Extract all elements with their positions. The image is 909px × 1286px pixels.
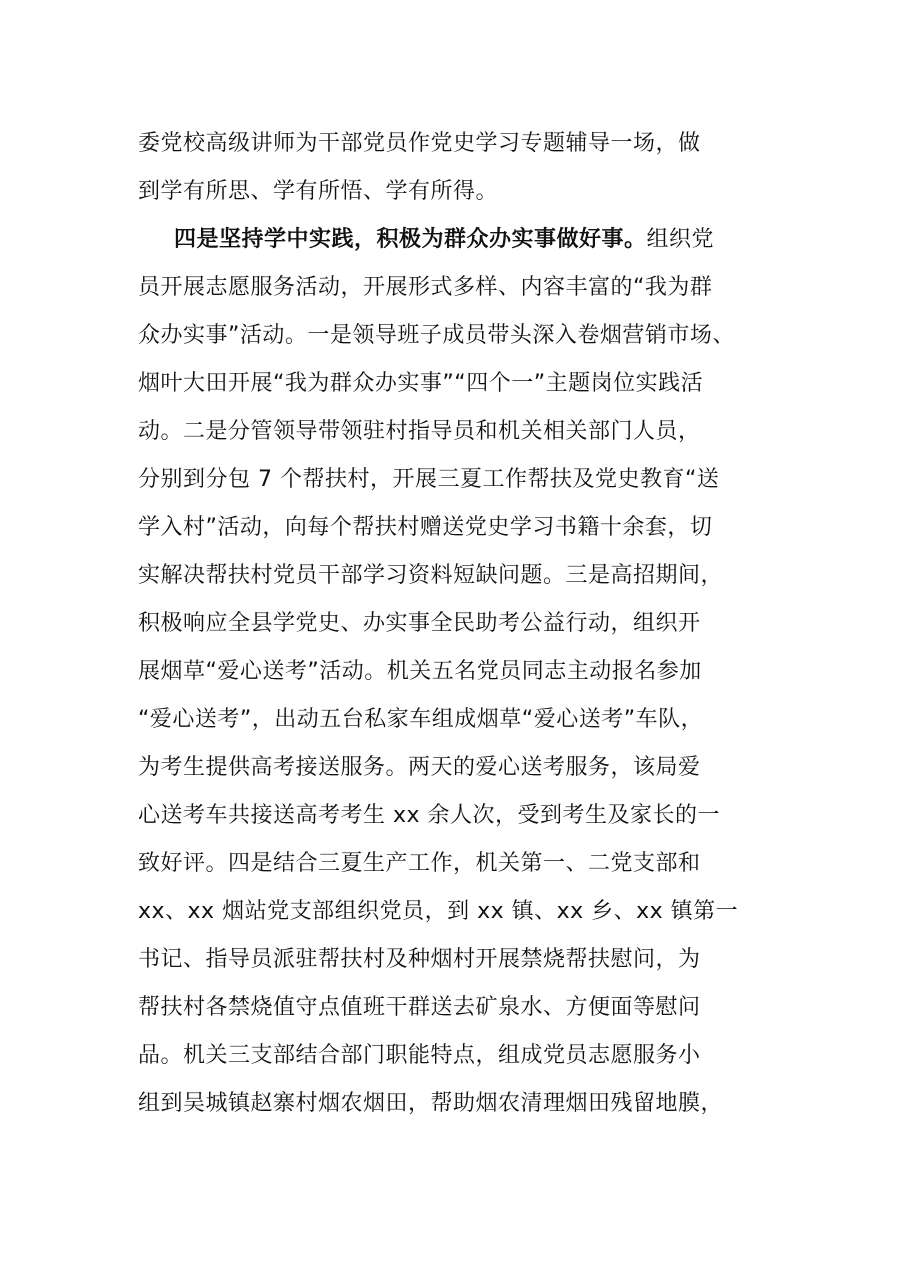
text-line: 致好评。四是结合三夏生产工作，机关第一、二党支部和 <box>138 851 701 876</box>
text-line: 分别到分包 7 个帮扶村，开展三夏工作帮扶及党史教育“送 <box>138 467 720 492</box>
text-line: 帮扶村各禁烧值守点值班干群送去矿泉水、方便面等慰问 <box>138 995 701 1020</box>
text-line: 学入村”活动，向每个帮扶村赠送党史学习书籍十余套，切 <box>138 515 713 540</box>
text-line: 委党校高级讲师为干部党员作党史学习专题辅导一场，做 <box>138 131 701 156</box>
text-line: 实解决帮扶村党员干部学习资料短缺问题。三是高招期间， <box>138 563 724 588</box>
text-line: 心送考车共接送高考考生 xx 余人次，受到考生及家长的一 <box>138 803 721 828</box>
text-line: 员开展志愿服务活动，开展形式多样、内容丰富的“我为群 <box>138 275 713 300</box>
text-line-tail: 组织党 <box>646 227 715 252</box>
text-line: 烟叶大田开展“我为群众办实事”“四个一”主题岗位实践活 <box>138 371 704 396</box>
text-line: 品。机关三支部结合部门职能特点，组成党员志愿服务小 <box>138 1043 701 1068</box>
text-line: 积极响应全县学党史、办实事全民助考公益行动，组织开 <box>138 611 701 636</box>
text-line: 组到吴城镇赵寨村烟农烟田，帮助烟农清理烟田残留地膜， <box>138 1091 724 1116</box>
text-line: 为考生提供高考接送服务。两天的爱心送考服务，该局爱 <box>138 755 701 780</box>
text-line: 展烟草“爱心送考”活动。机关五名党员同志主动报名参加 <box>138 659 702 684</box>
paragraph-heading: 四是坚持学中实践，积极为群众办实事做好事。 <box>174 227 647 252</box>
text-line: “爱心送考”，出动五台私家车组成烟草“爱心送考”车队， <box>138 707 704 732</box>
text-line: 动。二是分管领导带领驻村指导员和机关相关部门人员， <box>138 419 701 444</box>
text-line: 到学有所思、学有所悟、学有所得。 <box>138 179 499 204</box>
paragraph-first-line <box>174 225 714 255</box>
text-line: 书记、指导员派驻帮扶村及种烟村开展禁烧帮扶慰问，为 <box>138 947 701 972</box>
text-line: xx、xx 烟站党支部组织党员，到 xx 镇、xx 乡、xx 镇第一 <box>138 899 739 924</box>
text-line: 众办实事”活动。一是领导班子成员带头深入卷烟营销市场、 <box>138 323 735 348</box>
